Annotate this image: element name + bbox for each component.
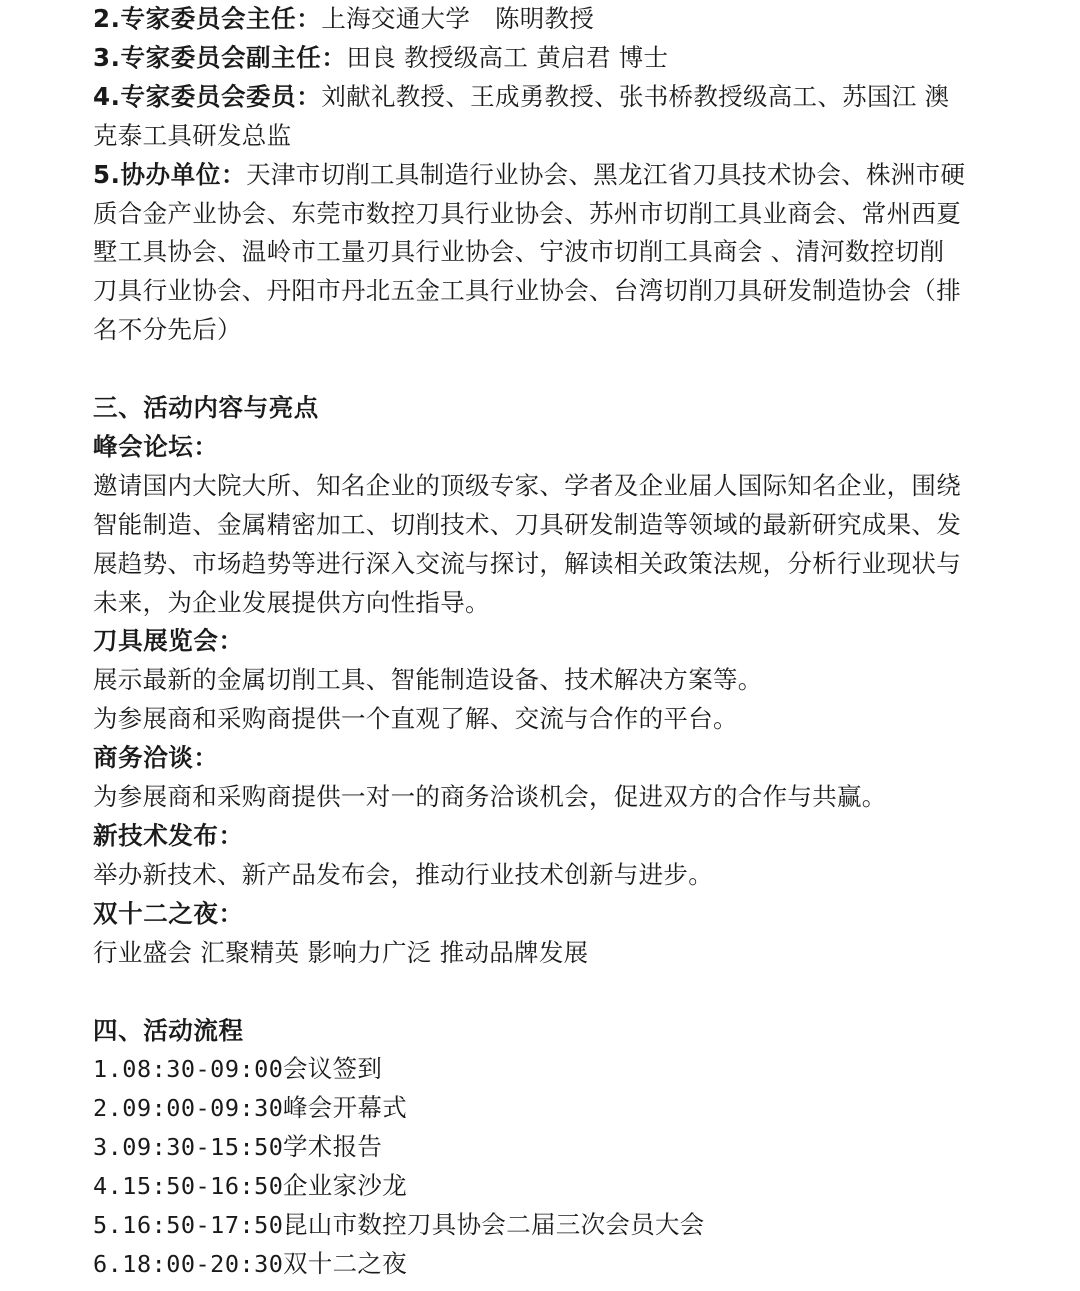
co-organizers-line-1 <box>93 156 993 195</box>
business-text-1: 为参展商和采购商提供一对一的商务洽谈机会，促进双方的合作与共赢。 <box>93 782 887 812</box>
summit-title: 峰会论坛： <box>93 431 219 461</box>
committee-vice-chair-text: 田良 教授级高工 黄启君 博士 <box>346 42 669 72</box>
summit-text-4: 未来，为企业发展提供方向性指导。 <box>93 587 490 617</box>
schedule-row-5 <box>93 1206 993 1245</box>
co-organizers-label: 5.协办单位： <box>93 159 247 189</box>
schedule-time: 4.15:50-16:50 <box>93 1172 284 1201</box>
summit-text-2: 智能制造、金属精密加工、切削技术、刀具研发制造等领域的最新研究成果、发 <box>93 509 961 539</box>
committee-members-text-1: 刘献礼教授、王成勇教授、张书桥教授级高工、苏国江 澳 <box>321 81 950 111</box>
committee-members-line-2: 克泰工具研发总监 <box>93 120 292 150</box>
schedule-time: 6.18:00-20:30 <box>93 1249 284 1278</box>
schedule-time: 3.09:30-15:50 <box>93 1133 284 1162</box>
night-text-1: 行业盛会 汇聚精英 影响力广泛 推动品牌发展 <box>93 937 589 967</box>
schedule-row-6 <box>93 1245 993 1284</box>
section-spacer <box>93 350 993 389</box>
expo-text-2: 为参展商和采购商提供一个直观了解、交流与合作的平台。 <box>93 704 738 734</box>
section4-heading: 四、活动流程 <box>93 1015 244 1045</box>
schedule-time: 1.08:30-09:00 <box>93 1055 284 1084</box>
schedule-row-2 <box>93 1089 993 1128</box>
schedule-event: 双十二之夜 <box>283 1248 407 1278</box>
section-spacer-2 <box>93 973 993 1012</box>
co-organizers-line-5: 名不分先后） <box>93 315 242 345</box>
schedule-event: 企业家沙龙 <box>283 1171 407 1201</box>
schedule-event: 昆山市数控刀具协会二届三次会员大会 <box>283 1210 705 1240</box>
tech-release-text-1: 举办新技术、新产品发布会，推动行业技术创新与进步。 <box>93 859 713 889</box>
tech-release-title: 新技术发布： <box>93 821 244 851</box>
business-title: 商务洽谈： <box>93 743 219 773</box>
co-organizers-line-3: 墅工具协会、温岭市工量刃具行业协会、宁波市切削工具商会 、清河数控切削 <box>93 237 945 267</box>
committee-vice-chair-line <box>93 39 993 78</box>
summit-text-1: 邀请国内大院大所、知名企业的顶级专家、学者及企业届人国际知名企业，围绕 <box>93 470 961 500</box>
expo-text-1: 展示最新的金属切削工具、智能制造设备、技术解决方案等。 <box>93 665 763 695</box>
expo-title: 刀具展览会： <box>93 626 244 656</box>
committee-vice-chair-label: 3.专家委员会副主任： <box>93 42 347 72</box>
section3-heading: 三、活动内容与亮点 <box>93 393 319 423</box>
schedule-row-1 <box>93 1050 993 1089</box>
committee-members-line-1 <box>93 78 993 117</box>
committee-members-label: 4.专家委员会委员： <box>93 81 322 111</box>
co-organizers-line-2: 质合金产业协会、东莞市数控刀具行业协会、苏州市切削工具业商会、常州西夏 <box>93 198 961 228</box>
summit-text-3: 展趋势、市场趋势等进行深入交流与探讨，解读相关政策法规，分析行业现状与 <box>93 548 961 578</box>
committee-chair-label: 2.专家委员会主任： <box>93 4 322 33</box>
schedule-time: 2.09:00-09:30 <box>93 1094 284 1123</box>
night-title: 双十二之夜： <box>93 898 244 928</box>
committee-chair-text: 上海交通大学 陈明教授 <box>321 4 595 33</box>
schedule-event: 峰会开幕式 <box>283 1093 407 1123</box>
schedule-row-3 <box>93 1128 993 1167</box>
schedule-event: 学术报告 <box>283 1132 383 1162</box>
document-page <box>93 0 993 1284</box>
schedule-time: 5.16:50-17:50 <box>93 1211 284 1240</box>
schedule-row-4 <box>93 1167 993 1206</box>
co-organizers-text-1: 天津市切削工具制造行业协会、黑龙江省刀具技术协会、株洲市硬 <box>246 159 966 189</box>
schedule-event: 会议签到 <box>283 1054 383 1084</box>
co-organizers-line-4: 刀具行业协会、丹阳市丹北五金工具行业协会、台湾切削刀具研发制造协会（排 <box>93 276 961 306</box>
committee-chair-line <box>93 0 993 39</box>
